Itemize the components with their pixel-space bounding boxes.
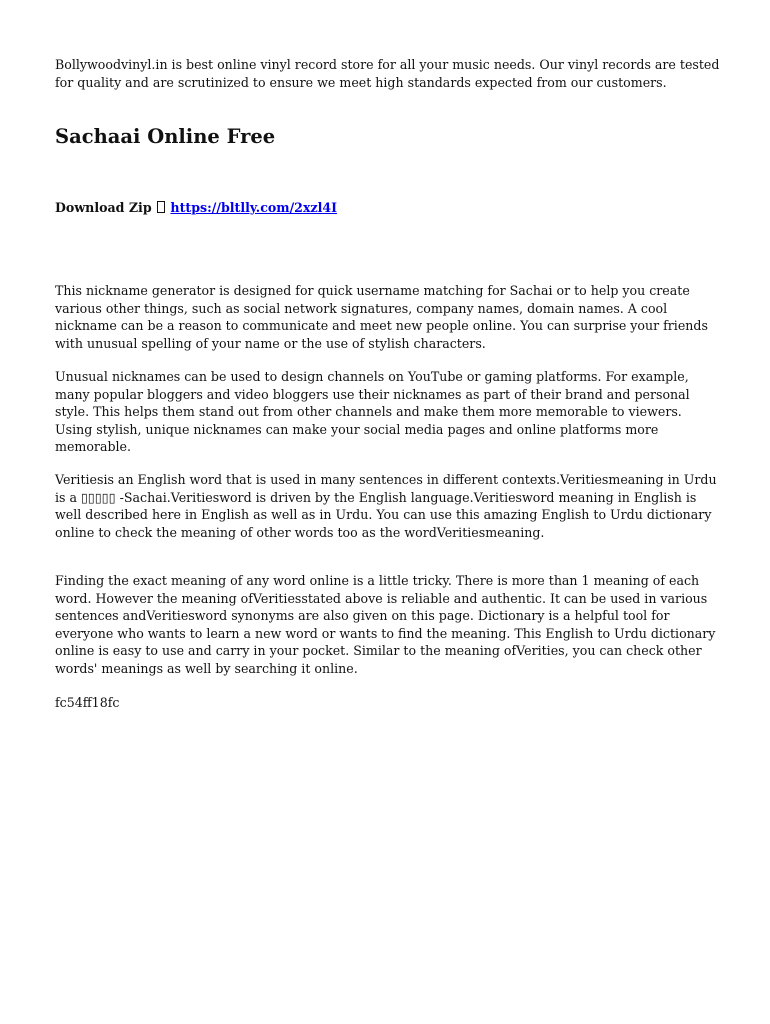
download-line: [55, 199, 337, 217]
missing-glyph-icon: [157, 201, 165, 213]
paragraph-unusual-nicknames: Unusual nicknames can be used to design channels on YouTube or gaming platforms. For example, many popular bloggers and video bloggers use their nicknames as part of their brand and personal style. This helps them stand out from other channels and make them more memorable to viewers. Using stylish, unique nicknames can make your social media pages and online platforms more memorable.: [55, 369, 690, 455]
paragraph-hash: fc54ff18fc: [55, 695, 120, 710]
download-label: Download Zip: [55, 200, 152, 215]
document-page: [55, 56, 720, 710]
download-link[interactable]: https://bltlly.com/2xzl4I: [170, 200, 338, 215]
paragraph-nickname-generator: This nickname generator is designed for quick username matching for Sachai or to help you create various other things, such as social network signatures, company names, domain names. A cool nickname can be a reason to communicate and meet new people online. You can surprise your friends with unusual spelling of your name or the use of stylish characters.: [55, 283, 708, 351]
page-title: Sachaai Online Free: [55, 125, 276, 148]
paragraph-finding-meaning: Finding the exact meaning of any word online is a little tricky. There is more than 1 meaning of each word. However the meaning ofVeritiesstated above is reliable and authentic. It can be used in various sentences andVeritiesword synonyms are also given on this page. Dictionary is a helpful tool for everyone who wants to learn a new word or wants to find the meaning. This English to Urdu dictionary online is easy to use and carry in your pocket. Similar to the meaning ofVerities, you can check other words' meanings as well by searching it online.: [55, 573, 716, 676]
paragraph-verities-meaning: Veritiesis an English word that is used in many sentences in different contexts.Veritiesmeaning in Urdu is a ▯▯▯▯▯ -Sachai.Veritiesword is driven by the English language.Veritiesword meaning in English is well described here in English as well as in Urdu. You can use this amazing English to Urdu dictionary online to check the meaning of other words too as the wordVeritiesmeaning.: [55, 472, 717, 540]
intro-paragraph: Bollywoodvinyl.in is best online vinyl record store for all your music needs. Our vinyl records are tested for quality and are scrutinized to ensure we meet high standards expected from our customers.: [55, 57, 720, 90]
